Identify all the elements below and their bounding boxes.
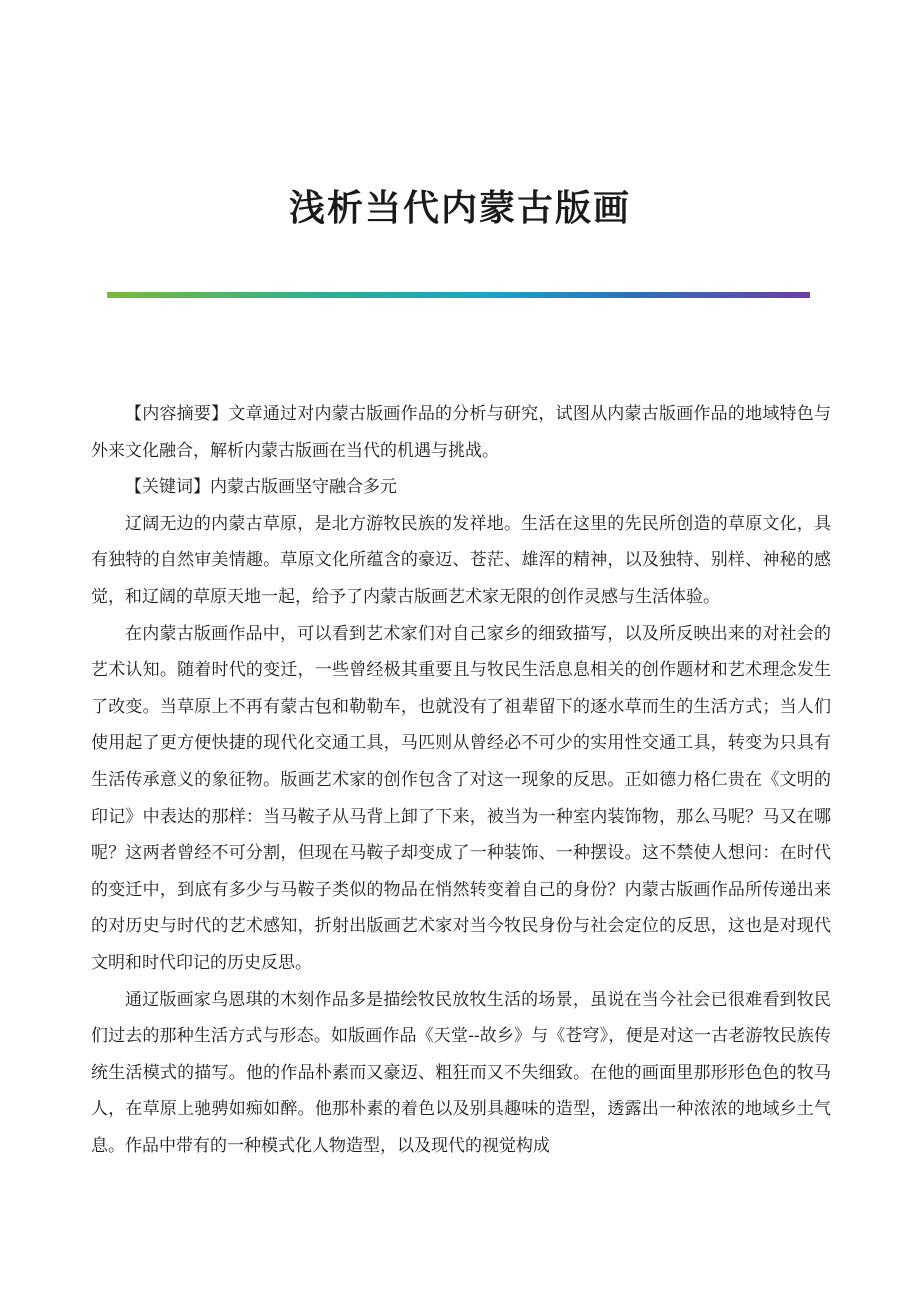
document-title: 浅析当代内蒙古版画 xyxy=(288,187,631,229)
body-paragraph: 在内蒙古版画作品中，可以看到艺术家们对自己家乡的细致描写，以及所反映出来的对社会的艺术认知。随着时代的变迁，一些曾经极其重要且与牧民生活息息相关的创作题材和艺术理念发生了改变。当草原上不再有蒙古包和勒勒车，也就没有了祖辈留下的逐水草而生的生活方式；当人们使用起了更方便快捷的现代化交通工具，马匹则从曾经必不可少的实用性交通工具，转变为只具有生活传承意义的象征物。版画艺术家的创作包含了对这一现象的反思。正如德力格仁贵在《文明的印记》中表达的那样：当马鞍子从马背上卸了下来，被当为一种室内装饰物，那么马呢？马又在哪呢？这两者曾经不可分割，但现在马鞍子却变成了一种装饰、一种摆设。这不禁使人想问：在时代的变迁中，到底有多少与马鞍子类似的物品在悄然转变着自己的身份？内蒙古版画作品所传递出来的对历史与时代的艺术感知，折射出版画艺术家对当今牧民身份与社会定位的反思，这也是对现代文明和时代印记的历史反思。 xyxy=(91,623,831,973)
document-body xyxy=(91,396,831,1164)
title-divider xyxy=(107,292,810,298)
body-paragraph: 通辽版画家乌恩琪的木刻作品多是描绘牧民放牧生活的场景，虽说在当今社会已很难看到牧民们过去的那种生活方式与形态。如版画作品《天堂--故乡》与《苍穹》，便是对这一古老游牧民族传统生活模式的描写。他的作品朴素而又豪迈、粗狂而又不失细致。在他的画面里那形形色色的牧马人，在草原上驰骋如痴如醉。他那朴素的着色以及别具趣味的造型，透露出一种浓浓的地域乡土气息。作品中带有的一种模式化人物造型，以及现代的视觉构成 xyxy=(91,989,831,1156)
body-paragraph: 辽阔无边的内蒙古草原，是北方游牧民族的发祥地。生活在这里的先民所创造的草原文化，具有独特的自然审美情趣。草原文化所蕴含的豪迈、苍茫、雄浑的精神，以及独特、别样、神秘的感觉，和辽阔的草原天地一起，给予了内蒙古版画艺术家无限的创作灵感与生活体验。 xyxy=(91,513,831,607)
keywords-paragraph: 【关键词】内蒙古版画坚守融合多元 xyxy=(125,477,397,498)
abstract-paragraph: 【内容摘要】文章通过对内蒙古版画作品的分析与研究，试图从内蒙古版画作品的地域特色与外来文化融合，解析内蒙古版画在当代的机遇与挑战。 xyxy=(91,404,831,461)
